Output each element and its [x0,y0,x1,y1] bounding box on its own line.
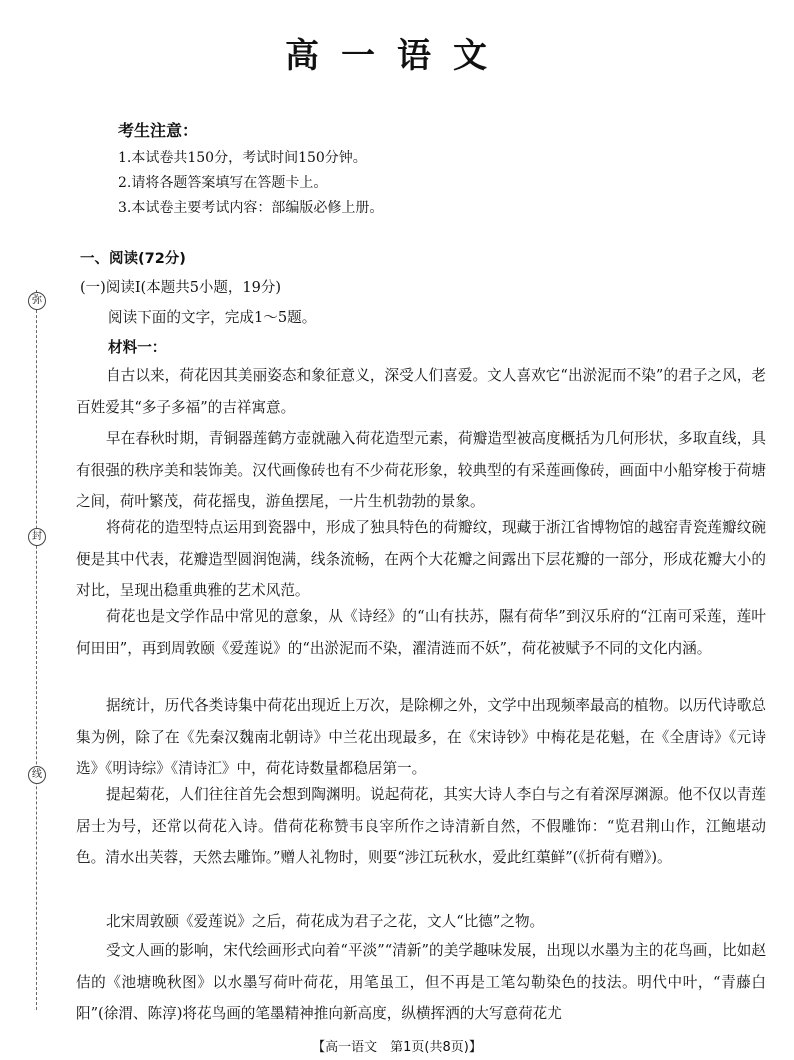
paragraph: 提起菊花，人们往往首先会想到陶渊明。说起荷花，其实大诗人李白与之有着深厚渊源。他不仅以青莲居士为号，还常以荷花入诗。借荷花称赞韦良宰所作之诗清新自然，不假雕饰：“览君荆山作，江鲍堪动色。清水出芙蓉，天然去雕饰。”赠人礼物时，则要“涉江玩秋水，爱此红蕖鲜”(《折荷有赠》)。 [76,786,766,866]
paragraph: 荷花也是文学作品中常见的意象，从《诗经》的“山有扶苏，隰有荷华”到汉乐府的“江南可采莲，莲叶何田田”，再到周敦颐《爱莲说》的“出淤泥而不染，濯清涟而不妖”，荷花被赋予不同的文化内涵。 [76,608,766,657]
paragraph: 将荷花的造型特点运用到瓷器中，形成了独具特色的荷瓣纹，现藏于浙江省博物馆的越窑青瓷莲瓣纹碗便是其中代表，花瓣造型圆润饱满，线条流畅，在两个大花瓣之间露出下层花瓣的一部分，形成花瓣大小的对比，呈现出稳重典雅的艺术风范。 [76,519,766,599]
notice-item: 2.请将各题答案填写在答题卡上。 [118,175,328,191]
material-label: 材料一： [108,339,167,356]
binding-mark: 线 [28,766,46,784]
binding-line [36,290,37,1010]
binding-mark: 封 [28,528,46,546]
paragraph: 据统计，历代各类诗集中荷花出现近上万次，是除柳之外，文学中出现频率最高的植物。以历代诗歌总集为例，除了在《先秦汉魏南北朝诗》中兰花出现最多，在《宋诗钞》中梅花是花魁，在《全唐诗》《元诗选》《明诗综》《清诗汇》中，荷花诗数量都稳居第一。 [76,697,766,777]
notice-item: 1.本试卷共150分，考试时间150分钟。 [118,150,367,166]
paragraph: 受文人画的影响，宋代绘画形式向着“平淡”“清新”的美学趣味发展，出现以水墨为主的花鸟画，比如赵佶的《池塘晚秋图》以水墨写荷叶荷花，用笔虽工，但不再是工笔勾勒染色的技法。明代中叶，“青藤白阳”(徐渭、陈淳)将花鸟画的笔墨精神推向新高度，纵横挥洒的大写意荷花尤 [76,942,766,1022]
instruction: 阅读下面的文字，完成1～5题。 [108,309,317,326]
paragraph: 早在春秋时期，青铜器莲鹤方壶就融入荷花造型元素，荷瓣造型被高度概括为几何形状，多取直线，具有很强的秩序美和装饰美。汉代画像砖也有不少荷花形象，较典型的有采莲画像砖，画面中小船穿梭于荷塘之间，荷叶繁茂，荷花摇曳，游鱼摆尾，一片生机勃勃的景象。 [76,430,766,510]
section-heading: 一、阅读(72分) [80,251,186,267]
page-title: 高一语文 [285,36,509,76]
subsection-heading: (一)阅读Ⅰ(本题共5小题，19分) [80,280,282,296]
paragraph: 北宋周敦颐《爱莲说》之后，荷花成为君子之花，文人“比德”之物。 [106,913,545,930]
binding-mark: 弥 [28,292,46,310]
notice-item: 3.本试卷主要考试内容：部编版必修上册。 [118,200,384,216]
page-footer: 【高一语文 第1页(共8页)】 [312,1040,482,1055]
paragraph: 自古以来，荷花因其美丽姿态和象征意义，深受人们喜爱。文人喜欢它“出淤泥而不染”的君子之风，老百姓爱其“多子多福”的吉祥寓意。 [76,367,766,416]
notice-heading: 考生注意： [118,121,199,140]
